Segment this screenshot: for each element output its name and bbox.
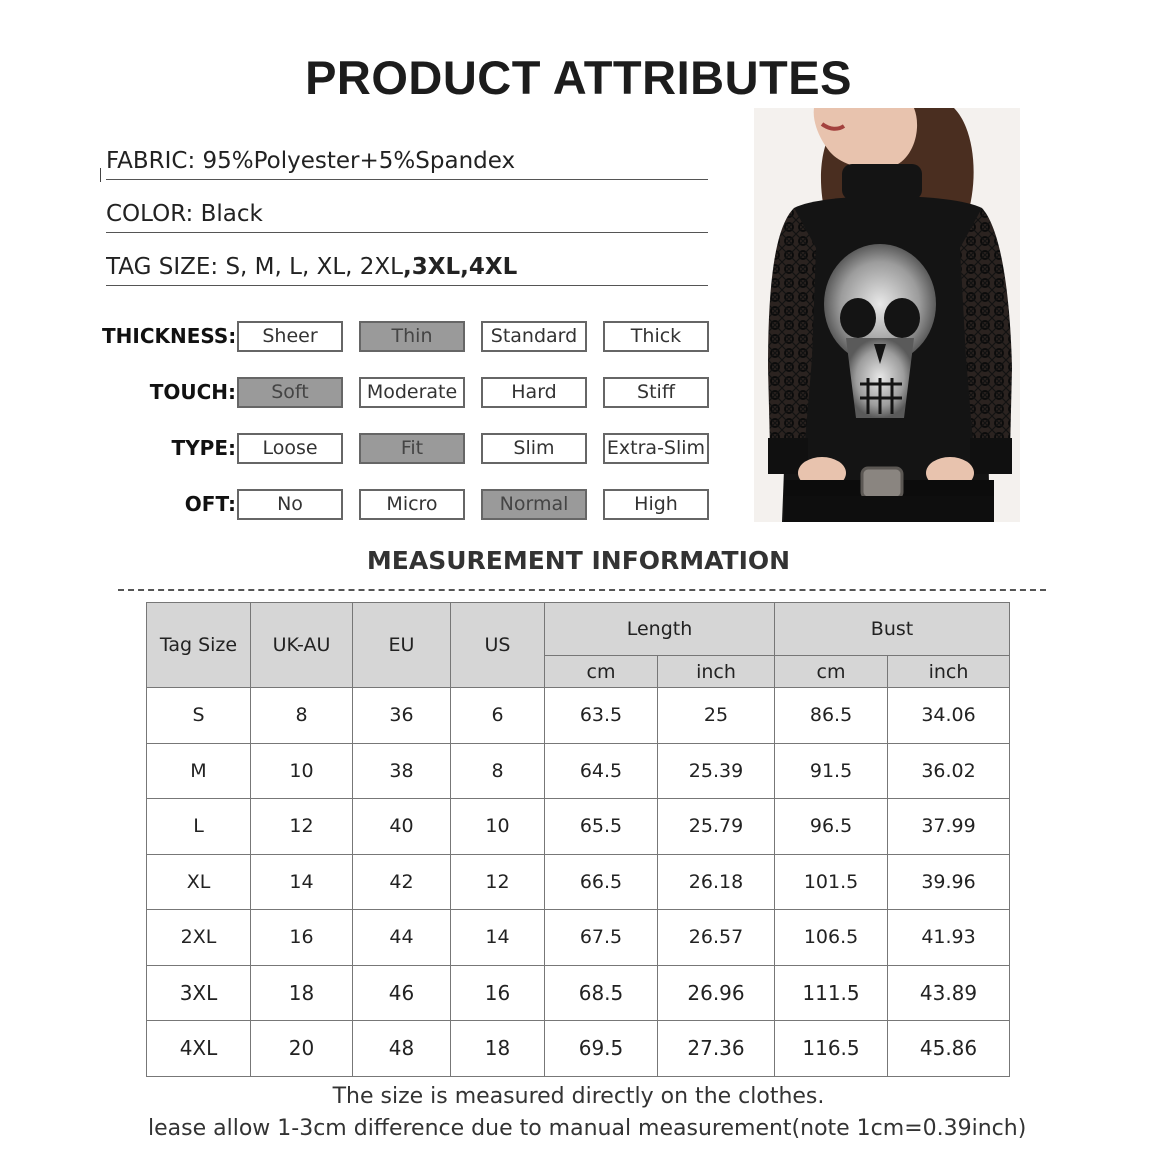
table-row bbox=[147, 799, 1010, 855]
color-attribute bbox=[106, 195, 708, 233]
table-cell: 18 bbox=[451, 1021, 545, 1077]
note-line-2: lease allow 1-3cm difference due to manual measurement(note 1cm=0.39inch) bbox=[148, 1116, 1027, 1141]
table-cell: 64.5 bbox=[545, 743, 658, 799]
loft-option-micro: Micro bbox=[359, 489, 465, 520]
table-header bbox=[147, 603, 1010, 688]
table-cell: 48 bbox=[353, 1021, 451, 1077]
header-length-cm: cm bbox=[545, 656, 658, 688]
table-cell: 44 bbox=[353, 910, 451, 966]
table-cell: XL bbox=[147, 854, 251, 910]
thickness-option-standard: Standard bbox=[481, 321, 587, 352]
table-cell: 42 bbox=[353, 854, 451, 910]
table-cell: 8 bbox=[251, 688, 353, 744]
model-illustration bbox=[754, 108, 1020, 522]
thickness-option-sheer: Sheer bbox=[237, 321, 343, 352]
table-cell: 34.06 bbox=[888, 688, 1010, 744]
table-row bbox=[147, 688, 1010, 744]
header-us: US bbox=[451, 603, 545, 688]
note-line-1: The size is measured directly on the clothes. bbox=[332, 1084, 825, 1109]
table-cell: 41.93 bbox=[888, 910, 1010, 966]
table-cell: 26.96 bbox=[658, 965, 775, 1021]
touch-option-moderate: Moderate bbox=[359, 377, 465, 408]
measurement-table bbox=[146, 602, 1010, 1077]
table-cell: 36 bbox=[353, 688, 451, 744]
loft-option-no: No bbox=[237, 489, 343, 520]
tag-size-attribute bbox=[106, 248, 708, 286]
table-cell: 26.18 bbox=[658, 854, 775, 910]
table-cell: 26.57 bbox=[658, 910, 775, 966]
loft-label: OFT: bbox=[184, 492, 236, 516]
tag-size-extended-text: ,3XL,4XL bbox=[402, 254, 518, 280]
table-cell: 25.39 bbox=[658, 743, 775, 799]
table-body bbox=[147, 688, 1010, 1077]
table-cell: 36.02 bbox=[888, 743, 1010, 799]
type-option-slim: Slim bbox=[481, 433, 587, 464]
thickness-label: THICKNESS: bbox=[102, 324, 237, 348]
table-row bbox=[147, 1021, 1010, 1077]
header-eu: EU bbox=[353, 603, 451, 688]
table-cell: 38 bbox=[353, 743, 451, 799]
product-photo bbox=[754, 108, 1020, 522]
header-uk-au: UK-AU bbox=[251, 603, 353, 688]
table-cell: 16 bbox=[451, 965, 545, 1021]
table-cell: S bbox=[147, 688, 251, 744]
thickness-option-thick: Thick bbox=[603, 321, 709, 352]
measurement-title: MEASUREMENT INFORMATION bbox=[366, 546, 791, 575]
header-bust: Bust bbox=[775, 603, 1010, 656]
table-cell: 111.5 bbox=[775, 965, 888, 1021]
edge-mark bbox=[100, 168, 101, 182]
table-cell: 66.5 bbox=[545, 854, 658, 910]
touch-option-hard: Hard bbox=[481, 377, 587, 408]
table-cell: 20 bbox=[251, 1021, 353, 1077]
table-cell: 16 bbox=[251, 910, 353, 966]
table-cell: 69.5 bbox=[545, 1021, 658, 1077]
table-cell: 101.5 bbox=[775, 854, 888, 910]
table-cell: 14 bbox=[251, 854, 353, 910]
touch-option-soft: Soft bbox=[237, 377, 343, 408]
table-cell: 3XL bbox=[147, 965, 251, 1021]
touch-label: TOUCH: bbox=[149, 380, 236, 404]
loft-option-high: High bbox=[603, 489, 709, 520]
table-cell: 12 bbox=[251, 799, 353, 855]
table-cell: 10 bbox=[251, 743, 353, 799]
color-text: COLOR: Black bbox=[106, 201, 263, 227]
table-cell: 96.5 bbox=[775, 799, 888, 855]
table-cell: 14 bbox=[451, 910, 545, 966]
table-row bbox=[147, 854, 1010, 910]
type-option-extra-slim: Extra-Slim bbox=[603, 433, 709, 464]
page-title: PRODUCT ATTRIBUTES bbox=[305, 51, 852, 104]
table-cell: 25.79 bbox=[658, 799, 775, 855]
table-cell: 116.5 bbox=[775, 1021, 888, 1077]
table-cell: 91.5 bbox=[775, 743, 888, 799]
header-bust-cm: cm bbox=[775, 656, 888, 688]
type-label: TYPE: bbox=[171, 436, 236, 460]
table-cell: 12 bbox=[451, 854, 545, 910]
loft-option-normal: Normal bbox=[481, 489, 587, 520]
table-cell: 37.99 bbox=[888, 799, 1010, 855]
touch-option-stiff: Stiff bbox=[603, 377, 709, 408]
type-option-fit: Fit bbox=[359, 433, 465, 464]
table-cell: 63.5 bbox=[545, 688, 658, 744]
table-cell: 65.5 bbox=[545, 799, 658, 855]
table-row bbox=[147, 965, 1010, 1021]
table-cell: 27.36 bbox=[658, 1021, 775, 1077]
header-tag-size: Tag Size bbox=[147, 603, 251, 688]
type-option-loose: Loose bbox=[237, 433, 343, 464]
thickness-option-thin: Thin bbox=[359, 321, 465, 352]
table-cell: 4XL bbox=[147, 1021, 251, 1077]
table-cell: 2XL bbox=[147, 910, 251, 966]
table-row bbox=[147, 743, 1010, 799]
table-cell: L bbox=[147, 799, 251, 855]
table-cell: 67.5 bbox=[545, 910, 658, 966]
fabric-text: FABRIC: 95%Polyester+5%Spandex bbox=[106, 148, 516, 174]
table-cell: 68.5 bbox=[545, 965, 658, 1021]
table-cell: 18 bbox=[251, 965, 353, 1021]
table-cell: 86.5 bbox=[775, 688, 888, 744]
dashed-divider bbox=[118, 589, 1046, 591]
table-cell: 39.96 bbox=[888, 854, 1010, 910]
table-cell: 25 bbox=[658, 688, 775, 744]
table-cell: 40 bbox=[353, 799, 451, 855]
header-length: Length bbox=[545, 603, 775, 656]
header-length-inch: inch bbox=[658, 656, 775, 688]
table-row bbox=[147, 910, 1010, 966]
table-cell: 43.89 bbox=[888, 965, 1010, 1021]
tag-size-text: TAG SIZE: S, M, L, XL, 2XL bbox=[106, 254, 403, 280]
table-cell: 10 bbox=[451, 799, 545, 855]
table-cell: M bbox=[147, 743, 251, 799]
table-cell: 8 bbox=[451, 743, 545, 799]
fabric-attribute bbox=[106, 142, 708, 180]
table-cell: 45.86 bbox=[888, 1021, 1010, 1077]
table-cell: 106.5 bbox=[775, 910, 888, 966]
table-cell: 46 bbox=[353, 965, 451, 1021]
table-cell: 6 bbox=[451, 688, 545, 744]
header-bust-inch: inch bbox=[888, 656, 1010, 688]
